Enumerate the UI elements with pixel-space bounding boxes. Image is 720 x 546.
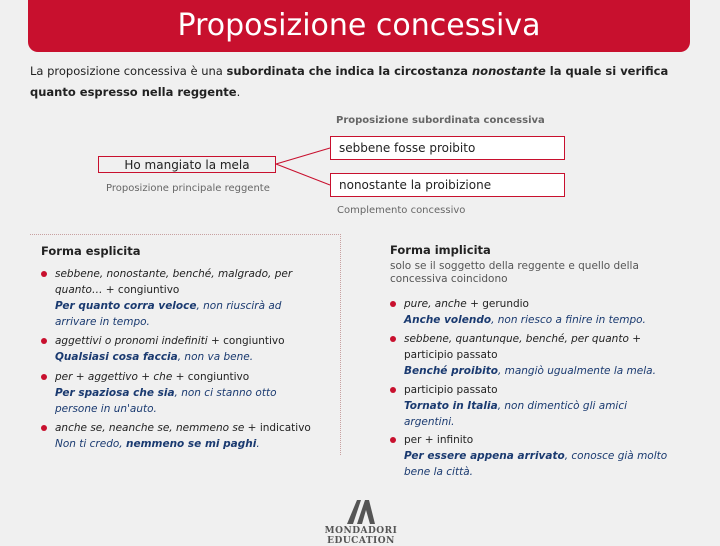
bullet-icon bbox=[41, 338, 47, 344]
list-item: sebbene, nonostante, benché, malgrado, per quanto… + congiuntivo Per quanto corra veloce, non riuscirà ad arrivare in tempo. bbox=[55, 266, 325, 330]
label-subordinate: Proposizione subordinata concessiva bbox=[336, 115, 545, 126]
bullet-icon bbox=[390, 437, 396, 443]
bullet-icon bbox=[390, 387, 396, 393]
list-item: participio passato Tornato in Italia, non dimenticò gli amici argentini. bbox=[404, 382, 680, 430]
label-complement: Complemento concessivo bbox=[337, 205, 466, 216]
list-item: pure, anche + gerundio Anche volendo, non riesco a finire in tempo. bbox=[404, 296, 680, 328]
list-item: per + aggettivo + che + congiuntivo Per spaziosa che sia, non ci stanno otto persone in un'auto. bbox=[55, 369, 295, 417]
bullet-icon bbox=[41, 425, 47, 431]
implicit-note: solo se il soggetto della reggente e quello della concessiva coincidono bbox=[390, 260, 639, 285]
subordinate-box: sebbene fosse proibito bbox=[330, 136, 565, 160]
list-item: aggettivi o pronomi indefiniti + congiuntivo Qualsiasi cosa faccia, non va bene. bbox=[55, 333, 325, 365]
implicit-title: Forma implicita bbox=[390, 243, 491, 257]
complement-box: nonostante la proibizione bbox=[330, 173, 565, 197]
list-item: sebbene, quantunque, benché, per quanto + participio passato Benché proibito, mangiò ugualmente la mela. bbox=[404, 331, 680, 379]
label-main: Proposizione principale reggente bbox=[106, 183, 270, 194]
bullet-icon bbox=[390, 336, 396, 342]
list-item: anche se, neanche se, nemmeno se + indicativo Non ti credo, nemmeno se mi paghi. bbox=[55, 420, 340, 452]
bullet-icon bbox=[41, 374, 47, 380]
list-item: per + infinito Per essere appena arrivato, conosce già molto bene la città. bbox=[404, 432, 680, 480]
bullet-icon bbox=[390, 301, 396, 307]
explicit-title: Forma esplicita bbox=[41, 244, 141, 258]
bullet-icon bbox=[41, 271, 47, 277]
publisher-logo bbox=[290, 498, 432, 546]
mondadori-logo-icon bbox=[345, 498, 377, 524]
intro-text: La proposizione concessiva è una subordinata che indica la circostanza nonostante la quale si verifica quanto espresso nella reggente. bbox=[30, 64, 669, 99]
main-clause-box: Ho mangiato la mela bbox=[98, 156, 276, 173]
page-title: Proposizione concessiva bbox=[28, 0, 690, 52]
logo-text: MONDADORI EDUCATION bbox=[324, 526, 398, 546]
